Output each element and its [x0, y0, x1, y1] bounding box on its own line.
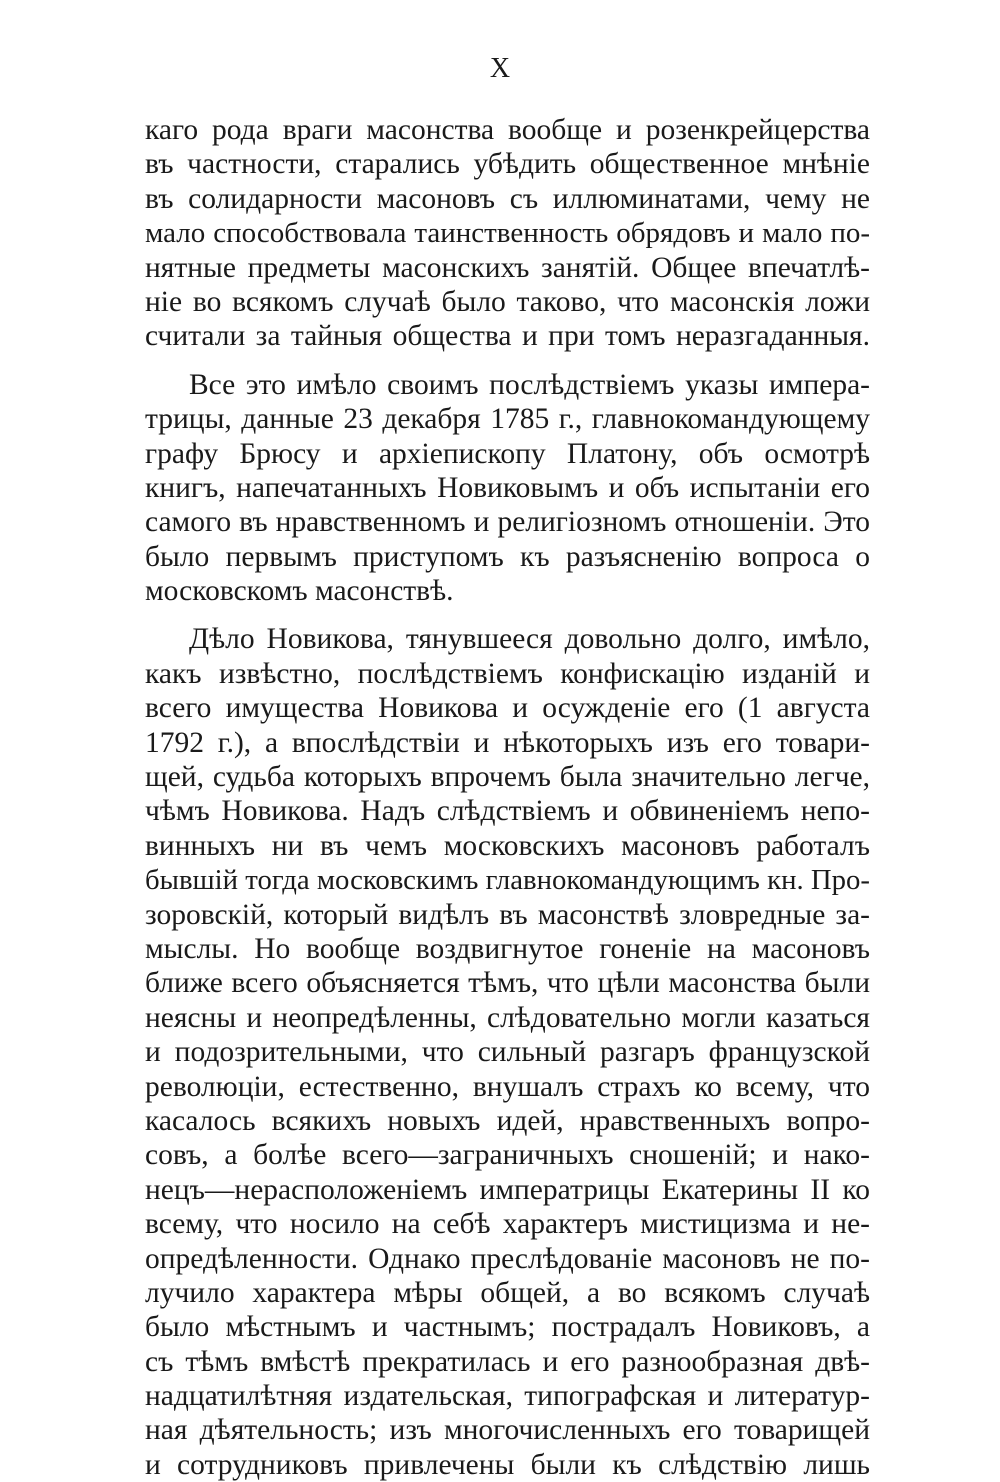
text-line: трицы, данные 23 декабря 1785 г., главнокомандующему: [145, 403, 870, 436]
text-line: винныхъ ни въ чемъ московскихъ масоновъ работалъ: [145, 829, 870, 862]
text-line: чѣмъ Новикова. Надъ слѣдствіемъ и обвиненіемъ непо-: [145, 795, 870, 828]
paragraph: [145, 113, 870, 354]
text-line: зоровскій, который видѣлъ въ масонствѣ зловредные за-: [145, 898, 870, 931]
text-line: бывшій тогда московскимъ главнокомандующимъ кн. Про-: [145, 864, 870, 897]
text-line: московскомъ масонствѣ.: [145, 575, 454, 608]
text-line: въ частности, старались убѣдить общественное мнѣніе: [145, 148, 870, 181]
text-line: ближе всего объясняется тѣмъ, что цѣли масонства были: [145, 967, 870, 1000]
text-line: было первымъ приступомъ къ разъясненію вопроса о: [145, 540, 870, 573]
text-line: мыслы. Но вообще воздвигнутое гоненіе на масоновъ: [145, 932, 870, 965]
text-line: Все это имѣло своимъ послѣдствіемъ указы импера-: [189, 368, 870, 401]
text-line: Дѣло Новикова, тянувшееся довольно долго, имѣло,: [189, 623, 870, 656]
text-line: революціи, естественно, внушалъ страхъ ко всему, что: [145, 1070, 870, 1103]
text-line: и подозрительными, что сильный разгаръ французской: [145, 1036, 870, 1069]
text-line: съ тѣмъ вмѣстѣ прекратилась и его разнообразная двѣ-: [145, 1345, 870, 1378]
text-line: каго рода враги масонства вообще и розенкрейцерства: [145, 114, 870, 146]
text-line: надцатилѣтняя издательская, типографская и литератур-: [145, 1380, 870, 1413]
text-line: касалось всякихъ новыхъ идей, нравственныхъ вопро-: [145, 1104, 870, 1137]
text-line: какъ извѣстно, послѣдствіемъ конфискацію изданій и: [145, 657, 870, 690]
text-line: лучило характера мѣры общей, а во всякомъ случаѣ: [145, 1276, 870, 1309]
text-line: щей, судьба которыхъ впрочемъ была значительно легче,: [145, 761, 870, 794]
text-line: мало способствовала таинственность обрядовъ и мало по-: [145, 217, 870, 250]
text-line: неясны и неопредѣленны, слѣдовательно могли казаться: [145, 1001, 870, 1034]
text-line: самого въ нравственномъ и религіозномъ отношеніи. Это: [145, 506, 870, 539]
text-line: ніе во всякомъ случаѣ было таково, что масонскія ложи: [145, 285, 870, 318]
text-line: всему, что носило на себѣ характеръ мистицизма и не-: [145, 1208, 870, 1241]
paragraph: [145, 368, 870, 609]
text-line: нецъ—нерасположеніемъ императрицы Екатерины II ко: [145, 1173, 870, 1206]
text-line: нятные предметы масонскихъ занятій. Общее впечатлѣ-: [145, 251, 870, 284]
text-line: графу Брюсу и архіепископу Платону, объ осмотрѣ: [145, 437, 870, 470]
body-text: [145, 113, 870, 1482]
page-number: X: [489, 53, 511, 84]
text-line: 1792 г.), а впослѣдствіи и нѣкоторыхъ изъ его товари-: [145, 726, 870, 759]
text-line: считали за тайныя общества и при томъ неразгаданныя.: [145, 320, 870, 353]
text-line: и сотрудниковъ привлечены были къ слѣдствію лишь: [145, 1448, 870, 1481]
text-line: опредѣленности. Однако преслѣдованіе масоновъ не по-: [145, 1242, 870, 1275]
paragraph: [145, 622, 870, 1482]
text-line: въ солидарности масоновъ съ иллюминатами, чему не: [145, 182, 870, 215]
text-line: книгъ, напечатанныхъ Новиковымъ и объ испытаніи его: [145, 471, 870, 504]
text-line: всего имущества Новикова и осужденіе его (1 августа: [145, 692, 870, 725]
text-line: совъ, а болѣе всего—заграничныхъ сношеній; и нако-: [145, 1139, 870, 1172]
text-line: было мѣстнымъ и частнымъ; пострадалъ Новиковъ, а: [145, 1311, 870, 1344]
text-line: ная дѣятельность; изъ многочисленныхъ его товарищей: [145, 1414, 870, 1447]
